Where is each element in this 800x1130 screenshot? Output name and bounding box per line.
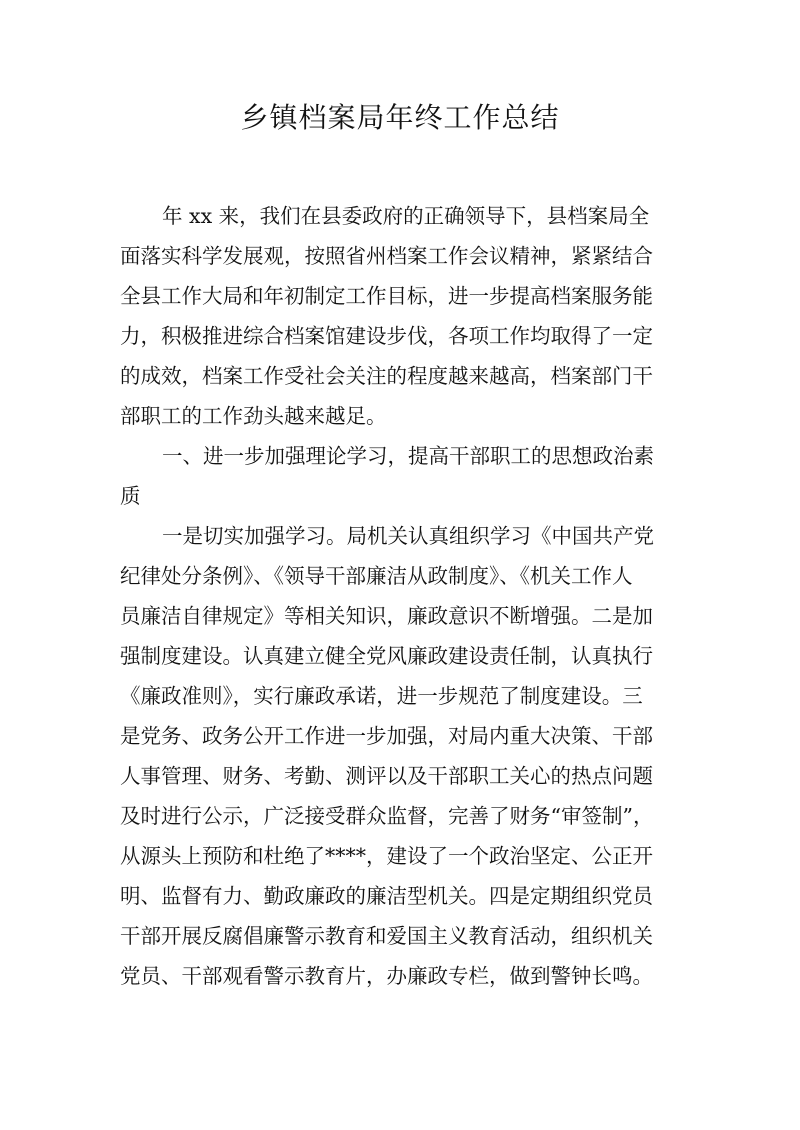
paragraph-line: 全县工作大局和年初制定工作目标，进一步提高档案服务能 xyxy=(120,284,653,308)
paragraph-line: 纪律处分条例》、《领导干部廉洁从政制度》、《机关工作人 xyxy=(120,564,633,588)
paragraph-line: 是党务、政务公开工作进一步加强，对局内重大决策、干部 xyxy=(120,724,653,748)
document-body xyxy=(120,196,685,996)
paragraph-line: 强制度建设。认真建立健全党风廉政建设责任制，认真执行 xyxy=(120,644,653,668)
paragraph-line: 面落实科学发展观，按照省州档案工作会议精神，紧紧结合 xyxy=(120,244,653,268)
paragraph-line: 一是切实加强学习。局机关认真组织学习《中国共产党 xyxy=(162,524,654,548)
paragraph-line: 从源头上预防和杜绝了****，建设了一个政治坚定、公正开 xyxy=(120,844,653,868)
paragraph-line: 部职工的工作劲头越来越足。 xyxy=(120,404,387,428)
document-title: 乡镇档案局年终工作总结 xyxy=(240,101,560,134)
section-heading-line: 质 xyxy=(120,484,141,508)
paragraph-line: 《廉政准则》，实行廉政承诺，进一步规范了制度建设。三 xyxy=(120,684,643,708)
paragraph-line: 及时进行公示，广泛接受群众监督，完善了财务“审签制”， xyxy=(120,804,654,828)
paragraph-line: 力，积极推进综合档案馆建设步伐，各项工作均取得了一定 xyxy=(120,324,653,348)
paragraph-line: 员廉洁自律规定》等相关知识，廉政意识不断增强。二是加 xyxy=(120,604,653,628)
section-heading-line: 一、进一步加强理论学习，提高干部职工的思想政治素 xyxy=(162,444,654,468)
paragraph-line: 干部开展反腐倡廉警示教育和爱国主义教育活动，组织机关 xyxy=(120,924,653,948)
paragraph-line: 人事管理、财务、考勤、测评以及干部职工关心的热点问题 xyxy=(120,764,653,788)
paragraph-line: 年 xx 来，我们在县委政府的正确领导下，县档案局全 xyxy=(162,204,650,228)
paragraph-line: 党员、干部观看警示教育片，办廉政专栏，做到警钟长鸣。 xyxy=(120,964,653,988)
paragraph-line: 明、监督有力、勤政廉政的廉洁型机关。四是定期组织党员 xyxy=(120,884,653,908)
paragraph-line: 的成效，档案工作受社会关注的程度越来越高，档案部门干 xyxy=(120,364,653,388)
